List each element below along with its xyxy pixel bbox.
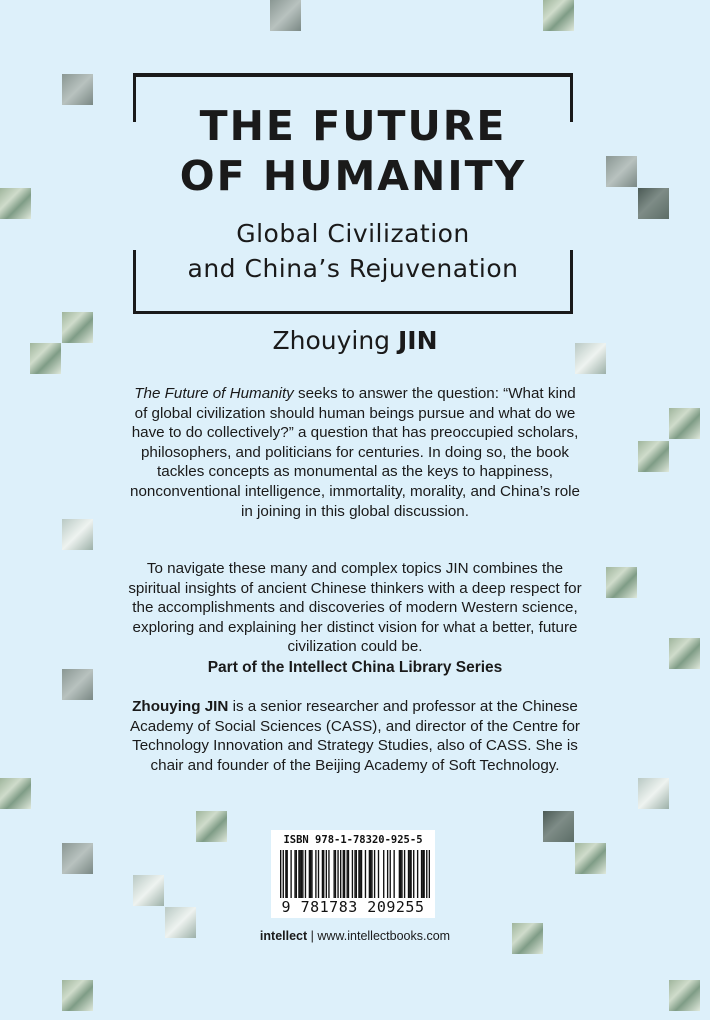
- book-title-line-2: OF HUMANITY: [179, 152, 527, 200]
- barcode-bar: [296, 850, 297, 898]
- barcode-bar: [401, 850, 402, 898]
- barcode-bar: [360, 850, 361, 898]
- barcode-bar: [310, 850, 311, 898]
- description-paragraph-1-text: seeks to answer the question: “What kind of global civilization should human beings pursue and what do we have to do collectively?” a question that has preoccupied scholars, philosophers, and politicians for centuries. In doing so, the book tackles concepts as monumental as the keys to happiness, nonconventional intelligence, immortality, morality, and China’s role in joining in this global discussion.: [130, 385, 580, 520]
- barcode-bar: [370, 850, 371, 898]
- barcode-bar: [365, 850, 366, 898]
- barcode-bar: [318, 850, 319, 898]
- barcode-bar: [383, 850, 384, 898]
- decorative-tile: [62, 980, 93, 1011]
- decorative-tile: [133, 875, 164, 906]
- barcode-bar: [335, 850, 336, 898]
- publisher-url: www.intellectbooks.com: [317, 929, 451, 943]
- barcode-bar: [333, 850, 334, 898]
- isbn-label: ISBN 978-1-78320-925-5: [283, 834, 423, 846]
- decorative-tile: [196, 811, 227, 842]
- barcode-bar: [280, 850, 281, 898]
- barcode-bar: [328, 850, 329, 898]
- author-name: [0, 326, 710, 355]
- barcode-digits: 9 781783 209255: [281, 898, 425, 916]
- barcode-bar: [326, 850, 327, 898]
- barcode-bar: [323, 850, 324, 898]
- barcode-bar: [309, 850, 310, 898]
- publisher-line: [0, 929, 710, 943]
- author-family-name: JIN: [398, 326, 438, 355]
- barcode-bar: [374, 850, 375, 898]
- barcode-bar: [352, 850, 353, 898]
- barcode-bar: [287, 850, 288, 898]
- barcode-bar: [343, 850, 344, 898]
- decorative-tile: [543, 811, 574, 842]
- decorative-tile: [62, 843, 93, 874]
- description-paragraph-1: [128, 384, 582, 521]
- barcode-bar: [387, 850, 388, 898]
- barcode-bar: [358, 850, 359, 898]
- barcode-bar: [417, 850, 418, 898]
- barcode-bar: [410, 850, 411, 898]
- author-bio: [128, 697, 582, 775]
- barcode-bar: [390, 850, 391, 898]
- barcode-bar: [404, 850, 405, 898]
- author-given-name: Zhouying: [272, 326, 391, 355]
- publisher-brand: intellect: [259, 929, 308, 943]
- decorative-tile: [0, 778, 31, 809]
- barcode-bar: [356, 850, 357, 898]
- barcode-bar: [337, 850, 338, 898]
- decorative-tile: [606, 156, 637, 187]
- decorative-tile: [62, 519, 93, 550]
- barcode-bars: [280, 850, 430, 898]
- description-title-italic: The Future of Humanity: [134, 385, 294, 402]
- barcode-box: [271, 830, 435, 918]
- barcode-bar: [300, 850, 301, 898]
- description-paragraph-2: To navigate these many and complex topics JIN combines the spiritual insights of ancient Chinese thinkers with a deep respect for the accomplishments and discoveries of modern Western science, exploring and explaining her distinct vision for what a better, future civilization could be.: [128, 560, 582, 656]
- decorative-tile: [0, 188, 31, 219]
- barcode-bar: [301, 850, 302, 898]
- barcode-bar: [322, 850, 323, 898]
- barcode-bar: [369, 850, 370, 898]
- decorative-tile: [606, 567, 637, 598]
- barcode-bar: [294, 850, 295, 898]
- barcode-bar: [344, 850, 345, 898]
- barcode-bar: [302, 850, 303, 898]
- barcode-bar: [393, 850, 394, 898]
- barcode-bar: [426, 850, 427, 898]
- barcode-bar: [378, 850, 379, 898]
- barcode-bar: [348, 850, 349, 898]
- decorative-tile: [62, 74, 93, 105]
- decorative-tile: [669, 408, 700, 439]
- decorative-tile: [575, 843, 606, 874]
- publisher-separator: |: [307, 929, 318, 943]
- barcode-bar: [311, 850, 312, 898]
- bio-text: is a senior researcher and professor at the Chinese Academy of Social Sciences (CASS), and director of the Centre for Technology Innovation and Strategy Studies, also of CASS. She is chair and founder of the Beijing Academy of Soft Technology.: [130, 698, 580, 774]
- barcode-bar: [400, 850, 401, 898]
- barcode-bar: [285, 850, 286, 898]
- barcode-bar: [413, 850, 414, 898]
- barcode-bar: [283, 850, 284, 898]
- barcode-bar: [340, 850, 341, 898]
- decorative-tile: [543, 0, 574, 31]
- barcode-bar: [408, 850, 409, 898]
- bio-author-name: Zhouying JIN: [132, 698, 229, 715]
- barcode-bar: [422, 850, 423, 898]
- barcode-bar: [290, 850, 291, 898]
- decorative-tile: [270, 0, 301, 31]
- barcode-bar: [298, 850, 299, 898]
- barcode-bar: [423, 850, 424, 898]
- barcode-bar: [429, 850, 430, 898]
- book-subtitle-line-1: Global Civilization: [236, 219, 470, 248]
- barcode-bar: [305, 850, 306, 898]
- barcode-bar: [361, 850, 362, 898]
- barcode-bar: [409, 850, 410, 898]
- barcode-bar: [354, 850, 355, 898]
- barcode-bar: [399, 850, 400, 898]
- barcode-bar: [371, 850, 372, 898]
- decorative-tile: [638, 188, 669, 219]
- decorative-tile: [669, 980, 700, 1011]
- barcode-bar: [347, 850, 348, 898]
- book-title-line-1: THE FUTURE: [199, 102, 507, 150]
- barcode-bar: [315, 850, 316, 898]
- series-note: Part of the Intellect China Library Series: [207, 659, 503, 676]
- book-subtitle-line-2: and China’s Rejuvenation: [187, 254, 519, 283]
- barcode-bar: [421, 850, 422, 898]
- decorative-tile: [638, 778, 669, 809]
- decorative-tile: [638, 441, 669, 472]
